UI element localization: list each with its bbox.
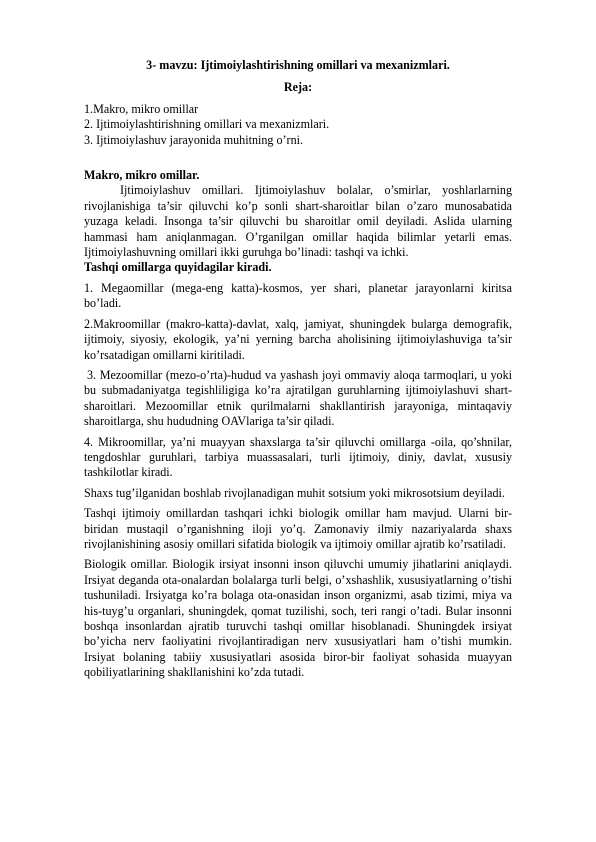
- paragraph-mikroomillar: 4. Mikroomillar, ya’ni muayyan shaxslarga ta’sir qiluvchi omillarga -oila, qo’shnilar, tengdoshlar guruhlari, tarbiya muassasalari, turli ijtimoiy, diniy, davlat, xususiy tashkilotlar kiradi.: [84, 434, 512, 480]
- document-title: 3- mavzu: Ijtimoiylashtirishning omillari va mexanizmlari.: [146, 58, 450, 72]
- paragraph-makroomillar: 2.Makroomillar (makro-katta)-davlat, xalq, jamiyat, shuningdek bularga demografik, ijtimoiy, siyosiy, ekologik, ya’ni yerning barcha aholisining ijtimoiylashuviga ta’sir ko’rsatadigan omillarni kiritiladi.: [84, 316, 512, 362]
- plan-item-1: 1.Makro, mikro omillar: [84, 101, 199, 116]
- plan-title: Reja:: [283, 80, 313, 95]
- paragraph-internal-factors: Tashqi ijtimoiy omillardan tashqari ichki biologik omillar ham mavjud. Ularni bir-biridan mustaqil o’rganishning iloji yo’q. Zamonaviy ilmiy nazariyalarda shaxs rivojlanishining asosiy omillari sifatida biologik va ijtimoiy omillar ajratib ko’rsatiladi.: [84, 506, 512, 551]
- external-factors-heading: Tashqi omillarga quyidagilar kiradi.: [84, 260, 272, 275]
- paragraph-megaomillar: 1. Megaomillar (mega-eng katta)-kosmos, yer shari, planetar jarayonlarni kiritsa bo’ladi.: [84, 280, 512, 311]
- paragraph-sotsium: Shaxs tug’ilganidan boshlab rivojlanadigan muhit sotsium yoki mikrosotsium deyiladi.: [84, 485, 505, 500]
- paragraph-biological-factors: Biologik omillar. Biologik irsiyat insonni inson qiluvchi umumiy jihatlarini aniqlaydi. Irsiyat deganda ota-onalardan bolalarga turli belgi, o’xshashlik, xususiyatlarning o’tishi tushuniladi. Irsiyatga ko’ra bolaga ota-onasidan inson organizmi, asab tizimi, miya va his-tuyg’u organlari, shuningdek, qomat tuzilishi, soch, teri rangi o’tadi. Bular insonni boshqa insonlardan ajratib turuvchi tashqi omillar hisoblanadi. Shuningdek irsiyat bo’yicha nerv faoliyatini rivojlantiradigan nerv xususiyatlari ham o’tishi mumkin. Irsiyat bolaning tabiiy xususiyatlari asosida biror-bir faoliyat sohasida muayyan qobiliyatlarining shakllanishini ko’zda tutadi.: [84, 557, 512, 680]
- paragraph-mezoomillar: 3. Mezoomillar (mezo-o’rta)-hudud va yashash joyi ommaviy aloqa tarmoqlari, u yoki bu submadaniyatga tegishliligiga ko’ra ajratilgan guruhlarning ijtimoiylashuvi shart-sharoitlari. Mezoomillar etnik qurilmalarni shakllantirish jarayoniga, mintaqaviy sharoitlarga, shu hududning OAVlariga ta’sir qiladi.: [84, 367, 512, 429]
- intro-paragraph: Ijtimoiylashuv omillari. Ijtimoiylashuv bolalar, o’smirlar, yoshlarlarning rivojlanishiga ta’sir qiluvchi ko’p sonli shart-sharoitlar bilan o’zaro munosabatida yuzaga keladi. Insonga ta’sir qiluvchi bu sharoitlar omil deyiladi. Aslida ularning hammasi ham aniqlanmagan. O’rganilgan omillar haqida bilimlar yetarli emas. Ijtimoiylashuvning omillari ikki guruhga bo’linadi: tashqi va ichki.: [84, 183, 512, 260]
- plan-item-3: 3. Ijtimoiylashuv jarayonida muhitning o’rni.: [84, 132, 303, 147]
- section-heading: Makro, mikro omillar.: [84, 168, 200, 183]
- plan-item-2: 2. Ijtimoiylashtirishning omillari va mexanizmlari.: [84, 117, 330, 132]
- document-page: [84, 58, 512, 681]
- plan-list: [84, 102, 512, 148]
